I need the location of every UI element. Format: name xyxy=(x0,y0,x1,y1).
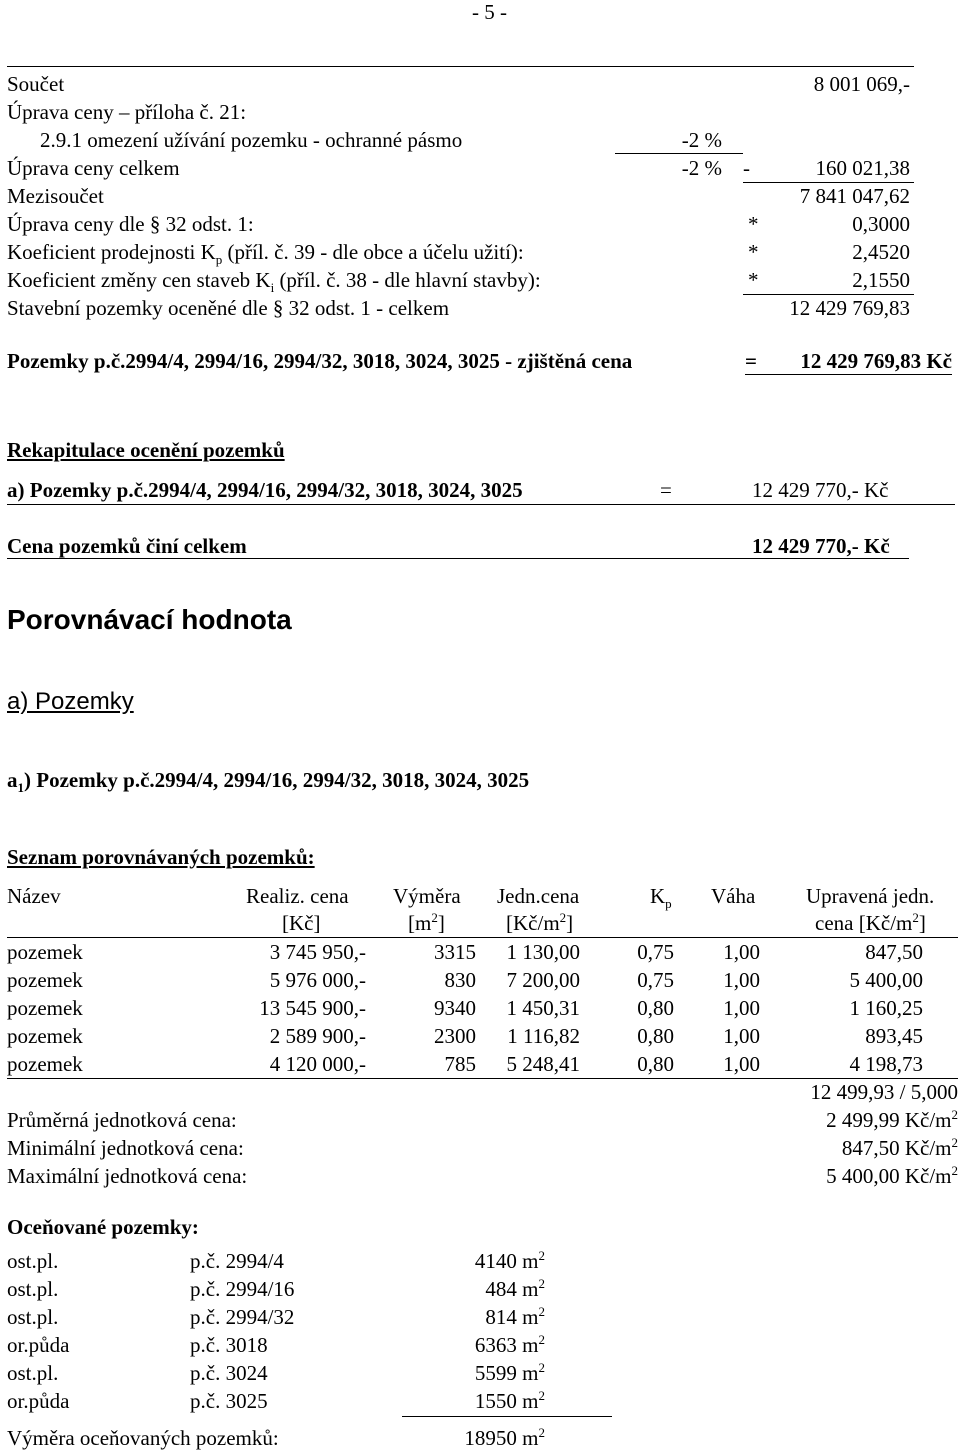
calc-value-kp: 2,4520 xyxy=(852,240,910,264)
cell-kp: 0,75 xyxy=(637,968,674,992)
plot-area: 4140 $m^2$ xyxy=(474,1248,545,1273)
recap-total-rule xyxy=(7,558,909,559)
cell-weight: 1,00 xyxy=(723,1052,760,1076)
stat-value-avg: 2 499,99 $Kč/m^2$ xyxy=(826,1107,958,1132)
cell-adjusted: 1 160,25 xyxy=(849,996,923,1020)
calc-value-building-plots: 12 429 769,83 xyxy=(789,296,910,320)
item-label: $a_1$) Pozemky p.č.2994/4, 2994/16, 2994/32, 3018, 3024, 3025 xyxy=(7,768,530,796)
cell-name: pozemek xyxy=(7,996,83,1020)
table-header-rule xyxy=(7,937,958,938)
recap-total-label: Cena pozemků činí celkem xyxy=(7,534,247,558)
page-number: - 5 - xyxy=(472,0,507,24)
th-adj-1: Upravená jedn. xyxy=(806,884,935,908)
cell-price: 4 120 000,- xyxy=(269,1052,366,1076)
cell-area: 2300 xyxy=(434,1024,476,1048)
stat-label-avg: Průměrná jednotková cena: xyxy=(7,1108,237,1132)
cell-unit-price: 7 200,00 xyxy=(506,968,580,992)
recap-heading: Rekapitulace ocenění pozemků xyxy=(7,438,285,462)
cell-price: 13 545 900,- xyxy=(259,996,366,1020)
stat-label-max: Maximální jednotková cena: xyxy=(7,1164,248,1188)
plot-type: or.půda xyxy=(7,1389,70,1413)
plot-number: p.č. 2994/32 xyxy=(190,1305,295,1329)
pct-rule xyxy=(615,153,743,154)
calc-label-ki: Koeficient změny cen staveb $K_i$ (příl. č. 38 - dle hlavní stavby): xyxy=(7,268,541,296)
cell-unit-price: 1 116,82 xyxy=(507,1024,580,1048)
recap-row-op: = xyxy=(660,478,672,502)
recap-row-label: a) Pozemky p.č.2994/4, 2994/16, 2994/32, 3018, 3024, 3025 xyxy=(7,478,523,502)
calc-value-sum: 8 001 069,- xyxy=(813,72,910,96)
plot-type: ost.pl. xyxy=(7,1249,59,1273)
calc-value-subtotal: 7 841 047,62 xyxy=(799,184,910,208)
cell-area: 785 xyxy=(444,1052,476,1076)
stat-value-min: 847,50 $Kč/m^2$ xyxy=(841,1135,958,1160)
cell-area: 9340 xyxy=(434,996,476,1020)
plot-number: p.č. 3025 xyxy=(190,1389,268,1413)
stat-label-min: Minimální jednotková cena: xyxy=(7,1136,244,1160)
plot-area: 6363 $m^2$ xyxy=(474,1332,545,1357)
result-label: Pozemky p.č.2994/4, 2994/16, 2994/32, 3018, 3024, 3025 - zjištěná cena xyxy=(7,349,633,373)
calc-label-subtotal: Mezisoučet xyxy=(7,184,104,208)
result-op: = xyxy=(745,349,757,373)
recap-total-value: 12 429 770,- Kč xyxy=(752,534,890,558)
plot-type: ost.pl. xyxy=(7,1361,59,1385)
th-area-2: $[m^2]$ xyxy=(408,910,445,935)
plot-number: p.č. 3018 xyxy=(190,1333,268,1357)
cell-unit-price: 1 450,31 xyxy=(506,996,580,1020)
calc-label-adjustment-total: Úprava ceny celkem xyxy=(7,156,180,180)
calc-pct-usage-restriction: -2 % xyxy=(681,128,722,152)
plot-type: ost.pl. xyxy=(7,1305,59,1329)
cell-kp: 0,75 xyxy=(637,940,674,964)
recap-rule xyxy=(7,504,955,505)
result-rule xyxy=(745,374,952,375)
plot-number: p.č. 2994/4 xyxy=(190,1249,284,1273)
th-unit-2: $[Kč/m^2]$ xyxy=(506,910,574,935)
calc-label-kp: Koeficient prodejnosti $K_p$ (příl. č. 39 - dle obce a účelu užití): xyxy=(7,240,524,268)
cell-name: pozemek xyxy=(7,968,83,992)
calc-op-mult-2: * xyxy=(748,240,759,264)
value-rule-2 xyxy=(743,294,914,295)
list-heading: Seznam porovnávaných pozemků: xyxy=(7,845,315,869)
calc-label-sum: Součet xyxy=(7,72,65,96)
cell-adjusted: 847,50 xyxy=(865,940,923,964)
plot-area: 1550 $m^2$ xyxy=(474,1388,545,1413)
th-weight: Váha xyxy=(711,884,756,908)
cell-weight: 1,00 xyxy=(723,940,760,964)
top-rule xyxy=(7,66,914,67)
section-subtitle: a) Pozemky xyxy=(7,688,134,715)
plot-area: 484 $m^2$ xyxy=(485,1276,545,1301)
th-price-1: Realiz. cena xyxy=(246,884,349,908)
cell-weight: 1,00 xyxy=(723,996,760,1020)
cell-name: pozemek xyxy=(7,1024,83,1048)
cell-kp: 0,80 xyxy=(637,996,674,1020)
th-area-1: Výměra xyxy=(393,884,461,908)
cell-weight: 1,00 xyxy=(723,968,760,992)
cell-weight: 1,00 xyxy=(723,1024,760,1048)
plot-area: 814 $m^2$ xyxy=(485,1304,545,1329)
cell-price: 3 745 950,- xyxy=(269,940,366,964)
cell-adjusted: 4 198,73 xyxy=(849,1052,923,1076)
cell-price: 2 589 900,- xyxy=(269,1024,366,1048)
plot-number: p.č. 3024 xyxy=(190,1361,268,1385)
result-value: 12 429 769,83 Kč xyxy=(800,349,952,373)
calc-value-par32: 0,3000 xyxy=(852,212,910,236)
cell-area: 830 xyxy=(444,968,476,992)
valued-total-rule xyxy=(402,1416,612,1417)
th-adj-2: cena $[Kč/m^2]$ xyxy=(815,910,926,935)
value-rule-1 xyxy=(743,182,914,183)
section-title: Porovnávací hodnota xyxy=(7,604,292,635)
calc-op-minus: - xyxy=(743,156,750,180)
table-sum: 12 499,93 / 5,000 xyxy=(810,1080,958,1104)
cell-price: 5 976 000,- xyxy=(269,968,366,992)
cell-name: pozemek xyxy=(7,940,83,964)
calc-label-par32: Úprava ceny dle § 32 odst. 1: xyxy=(7,212,254,236)
calc-label-usage-restriction: 2.9.1 omezení užívání pozemku - ochranné pásmo xyxy=(40,128,463,152)
valued-heading: Oceňované pozemky: xyxy=(7,1215,199,1239)
th-kp: $K_p$ xyxy=(650,884,672,912)
calc-op-mult-1: * xyxy=(748,212,759,236)
stat-value-max: 5 400,00 $Kč/m^2$ xyxy=(826,1163,958,1188)
calc-value-ki: 2,1550 xyxy=(852,268,910,292)
calc-label-building-plots: Stavební pozemky oceněné dle § 32 odst. 1 - celkem xyxy=(7,296,450,320)
plot-number: p.č. 2994/16 xyxy=(190,1277,295,1301)
plot-type: or.půda xyxy=(7,1333,70,1357)
th-price-2: [Kč] xyxy=(282,911,321,935)
cell-kp: 0,80 xyxy=(637,1024,674,1048)
valued-total-value: 18950 $m^2$ xyxy=(464,1425,545,1450)
cell-name: pozemek xyxy=(7,1052,83,1076)
calc-label-price-adjustment: Úprava ceny – příloha č. 21: xyxy=(7,100,247,124)
cell-kp: 0,80 xyxy=(637,1052,674,1076)
th-name: Název xyxy=(7,884,61,908)
cell-area: 3315 xyxy=(434,940,476,964)
calc-pct-adjustment-total: -2 % xyxy=(681,156,722,180)
plot-type: ost.pl. xyxy=(7,1277,59,1301)
cell-unit-price: 1 130,00 xyxy=(506,940,580,964)
cell-adjusted: 5 400,00 xyxy=(849,968,923,992)
table-bottom-rule xyxy=(7,1078,958,1079)
plot-area: 5599 $m^2$ xyxy=(474,1360,545,1385)
calc-value-adjustment-total: 160 021,38 xyxy=(815,156,910,180)
cell-adjusted: 893,45 xyxy=(865,1024,923,1048)
th-unit-1: Jedn.cena xyxy=(497,884,580,908)
calc-op-mult-3: * xyxy=(748,268,759,292)
cell-unit-price: 5 248,41 xyxy=(506,1052,580,1076)
valued-total-label: Výměra oceňovaných pozemků: xyxy=(7,1426,279,1450)
recap-row-value: 12 429 770,- Kč xyxy=(752,478,889,502)
